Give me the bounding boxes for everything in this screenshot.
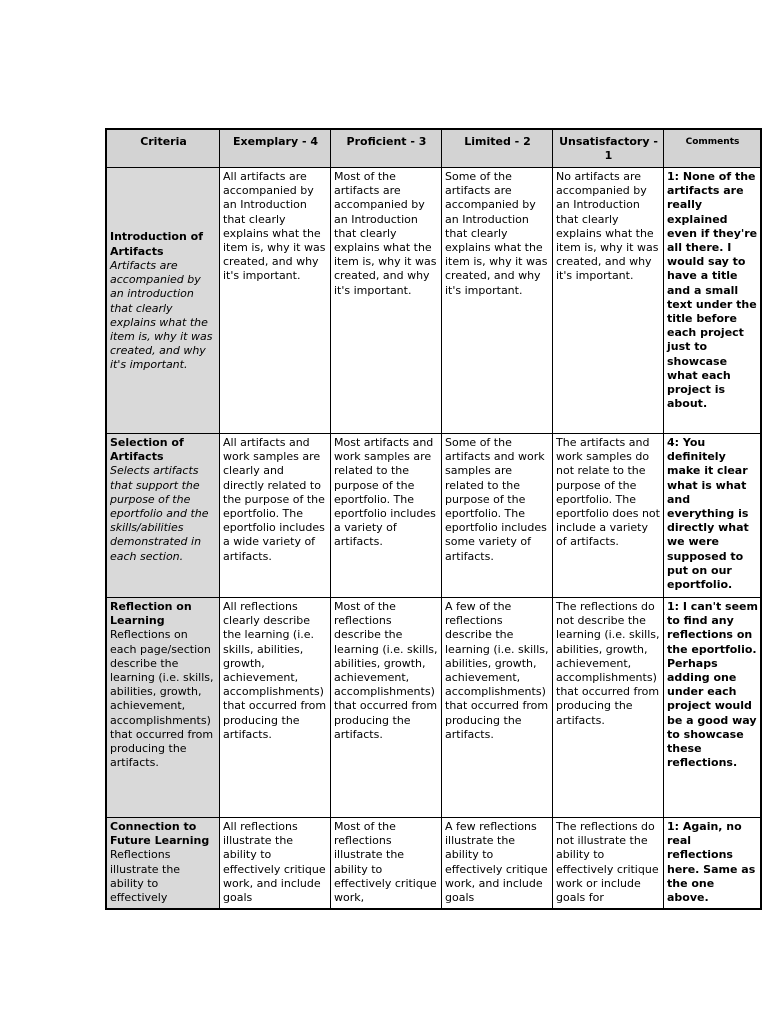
proficient-cell: Most of the reflections describe the learning (i.e. skills, abilities, growth, achievement, accomplishments) that occurred from producing the artifacts.	[331, 598, 442, 818]
header-proficient: Proficient - 3	[331, 130, 442, 168]
proficient-cell: Most artifacts and work samples are related to the purpose of the eportfolio. The eportfolio includes a variety of artifacts.	[331, 434, 442, 598]
criteria-title: Introduction of Artifacts	[110, 230, 203, 258]
proficient-cell: Most of the reflections illustrate the ability to effectively critique work,	[331, 818, 442, 908]
unsatisfactory-cell: The reflections do not illustrate the ability to effectively critique work or include goals for	[553, 818, 664, 908]
exemplary-cell: All artifacts are accompanied by an Introduction that clearly explains what the item is, why it was created, and why it's important.	[220, 168, 331, 434]
criteria-cell	[107, 818, 220, 908]
header-comments: Comments	[664, 130, 760, 168]
criteria-cell	[107, 434, 220, 598]
criteria-title: Connection to Future Learning	[110, 820, 210, 848]
criteria-title: Reflection on Learning	[110, 600, 192, 628]
unsatisfactory-cell: No artifacts are accompanied by an Introduction that clearly explains what the item is, why it was created, and why it's important.	[553, 168, 664, 434]
limited-cell: Some of the artifacts and work samples are related to the purpose of the eportfolio. The eportfolio includes some variety of artifacts.	[442, 434, 553, 598]
criteria-description: Reflections illustrate the ability to effectively	[110, 848, 181, 905]
criteria-cell	[107, 598, 220, 818]
proficient-cell: Most of the artifacts are accompanied by an Introduction that clearly explains what the item is, why it was created, and why it's important.	[331, 168, 442, 434]
comments-cell: 1: None of the artifacts are really explained even if they're all there. I would say to have a title and a small text under the title before each project just to showcase what each project is about.	[664, 168, 760, 434]
criteria-title: Selection of Artifacts	[110, 436, 184, 464]
unsatisfactory-cell: The artifacts and work samples do not relate to the purpose of the eportfolio. The eportfolio does not include a variety of artifacts.	[553, 434, 664, 598]
header-criteria: Criteria	[107, 130, 220, 168]
header-exemplary: Exemplary - 4	[220, 130, 331, 168]
header-unsatisfactory: Unsatisfactory - 1	[553, 130, 664, 168]
criteria-description: Selects artifacts that support the purpose of the eportfolio and the skills/abilities demonstrated in each section.	[110, 464, 209, 563]
limited-cell: Some of the artifacts are accompanied by an Introduction that clearly explains what the item is, why it was created, and why it's important.	[442, 168, 553, 434]
unsatisfactory-cell: The reflections do not describe the learning (i.e. skills, abilities, growth, achievement, accomplishments) that occurred from producing the artifacts.	[553, 598, 664, 818]
criteria-cell	[107, 168, 220, 434]
header-limited: Limited - 2	[442, 130, 553, 168]
exemplary-cell: All reflections clearly describe the learning (i.e. skills, abilities, growth, achievement, accomplishments) that occurred from producing the artifacts.	[220, 598, 331, 818]
comments-cell: 1: I can't seem to find any reflections on the eportfolio. Perhaps adding one under each project would be a good way to showcase these reflections.	[664, 598, 760, 818]
exemplary-cell: All artifacts and work samples are clearly and directly related to the purpose of the eportfolio. The eportfolio includes a wide variety of artifacts.	[220, 434, 331, 598]
criteria-description: Reflections on each page/section describe the learning (i.e. skills, abilities, growth, achievement, accomplishments) that occurred from producing the artifacts.	[110, 628, 214, 770]
criteria-description: Artifacts are accompanied by an introduction that clearly explains what the item is, why it was created, and why it's important.	[110, 258, 213, 372]
limited-cell: A few of the reflections describe the learning (i.e. skills, abilities, growth, achievement, accomplishments) that occurred from producing the artifacts.	[442, 598, 553, 818]
comments-cell: 4: You definitely make it clear what is what and everything is directly what we were supposed to put on our eportfolio.	[664, 434, 760, 598]
exemplary-cell: All reflections illustrate the ability to effectively critique work, and include goals	[220, 818, 331, 908]
limited-cell: A few reflections illustrate the ability to effectively critique work, and include goals	[442, 818, 553, 908]
rubric-table	[105, 128, 762, 910]
comments-cell: 1: Again, no real reflections here. Same as the one above.	[667, 820, 756, 905]
